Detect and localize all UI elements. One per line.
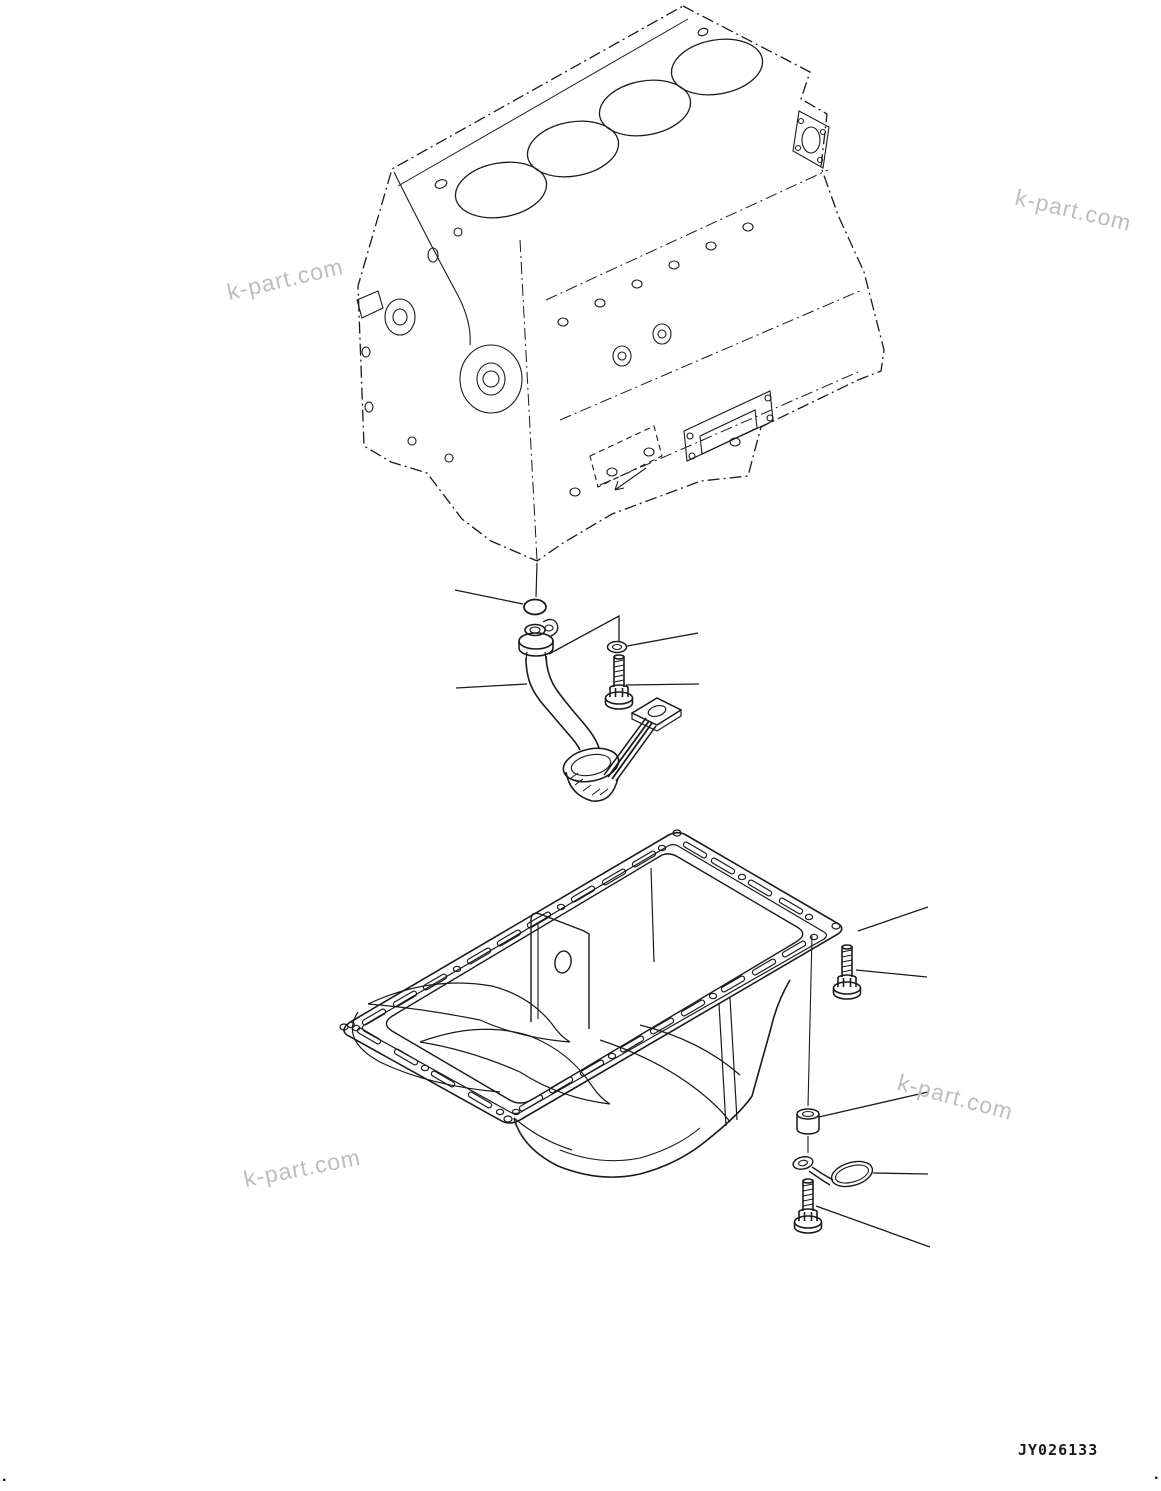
pan-sump-body (514, 980, 790, 1177)
pipe-mount-bolt (606, 655, 633, 709)
corner-mark-bottom-right: . (1154, 1466, 1159, 1483)
projection-line-block (536, 563, 537, 597)
watermark: k-part.com (1012, 184, 1135, 237)
flange-washer (608, 642, 627, 653)
front-face-details (357, 172, 522, 462)
pan-flange-rim (344, 833, 842, 1123)
drain-axis-line (808, 936, 812, 1153)
drawing-number: JY026133 (1018, 1441, 1099, 1459)
engine-block-drawing (357, 6, 884, 561)
suction-pipe (519, 619, 622, 801)
watermark: k-part.com (894, 1069, 1017, 1125)
callout-leader-lines-middle (455, 590, 699, 688)
watermark: k-part.com (224, 253, 346, 306)
watermark: k-part.com (241, 1143, 363, 1193)
oil-pan (340, 830, 842, 1177)
o-ring (524, 600, 546, 615)
pan-mount-bolt (834, 945, 861, 999)
corner-mark-bottom-left: . (2, 1468, 7, 1485)
drain-spacer (797, 1109, 819, 1134)
